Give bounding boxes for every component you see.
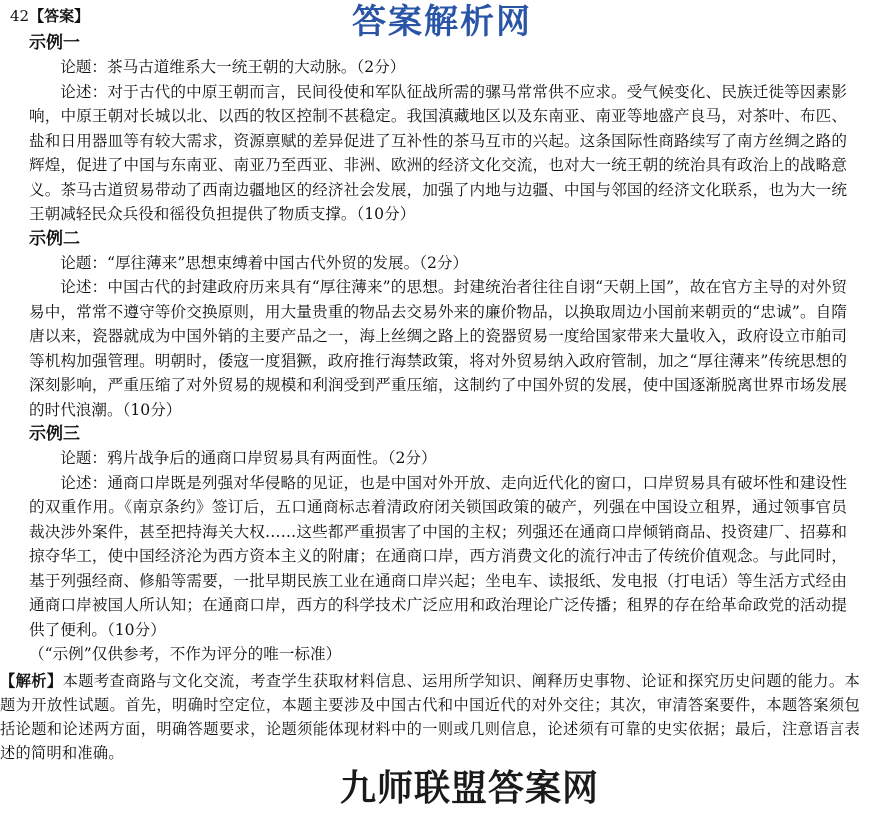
example-1-thesis: 论题：茶马古道维系大一统王朝的大动脉。（2分） — [60, 58, 406, 76]
reference-note: （“示例”仅供参考，不作为评分的唯一标准） — [29, 645, 342, 663]
question-number: 42 — [10, 7, 30, 25]
analysis-section — [0, 669, 860, 765]
answer-tag: 【答案】 — [29, 7, 90, 25]
example-2-argument: 论述：中国古代的封建政府历来具有“厚往薄来”的思想。封建统治者往往自诩“天朝上国”，故在官方主导的对外贸易中，常常不遵守等价交换原则，用大量贵重的物品去交易外来的廉价物品，以换取周边小国前来朝贡的“忠诚”。自隋唐以来，瓷器就成为中国外销的主要产品之一，海上丝绸之路上的瓷器贸易一度给国家带来大量收入，政府设立市舶司等机构加强管理。明朝时，倭寇一度猖獗，政府推行海禁政策，将对外贸易纳入政府管制，加之“厚往薄来”传统思想的深刻影响，严重压缩了对外贸易的规模和利润受到严重压缩，这制约了中国外贸的发展，使中国逐渐脱离世界市场发展的时代浪潮。（10分） — [29, 278, 847, 419]
example-3-thesis: 论题：鸦片战争后的通商口岸贸易具有两面性。（2分） — [60, 449, 437, 467]
example-1-argument: 论述：对于古代的中原王朝而言，民间役使和军队征战所需的骡马常常供不应求。受气候变化、民族迁徙等因素影响，中原王朝对长城以北、以西的牧区控制不甚稳定。我国滇藏地区以及东南亚、南亚等地盛产良马，对茶叶、布匹、盐和日用器皿等有较大需求，资源禀赋的差异促进了互补性的茶马互市的兴起。这条国际性商路续写了南方丝绸之路的辉煌，促进了中国与东南亚、南亚乃至西亚、非洲、欧洲的经济文化交流，也对大一统王朝的统治具有政治上的战略意义。茶马古道贸易带动了西南边疆地区的经济社会发展，加强了内地与边疆、中国与邻国的经济文化联系，也为大一统王朝减轻民众兵役和徭役负担提供了物质支撑。（10分） — [29, 82, 847, 223]
watermark-top: 答案解析网 — [352, 2, 532, 42]
answer-content — [0, 31, 860, 765]
example-1-title: 示例一 — [29, 33, 80, 53]
example-3-title: 示例三 — [29, 424, 80, 444]
example-2-thesis: 论题：“厚往薄来”思想束缚着中国古代外贸的发展。（2分） — [60, 253, 469, 272]
analysis-text: 本题考查商路与文化交流，考查学生获取材料信息、运用所学知识、阐释历史事物、论证和探究历史问题的能力。本题为开放性试题。首先，明确时空定位，本题主要涉及中国古代和中国近代的对外交往；其次，审清答案要件，本题答案须包括论题和论述两方面，明确答题要求，论题须能体现材料中的一则或几则信息，论述须有可靠的史实依据；最后，注意语言表述的简明和准确。 — [0, 671, 860, 762]
watermark-bottom: 九师联盟答案网 — [340, 768, 600, 809]
example-3-argument: 论述：通商口岸既是列强对华侵略的见证，也是中国对外开放、走向近代化的窗口，口岸贸易具有破坏性和建设性的双重作用。《南京条约》签订后，五口通商标志着清政府闭关锁国政策的破产，列强在中国设立租界，通过领事官员裁决涉外案件，甚至把持海关大权……这些都严重损害了中国的主权；列强还在通商口岸倾销商品、投资建厂、招募和掠夺华工，使中国经济沦为西方资本主义的附庸；在通商口岸，西方消费文化的流行冲击了传统价值观念。与此同时，基于列强经商、修船等需要，一批早期民族工业在通商口岸兴起；坐电车、读报纸、发电报（打电话）等生活方式经由通商口岸被国人所认知；在通商口岸，西方的科学技术广泛应用和政治理论广泛传播；租界的存在给革命政党的活动提供了便利。（10分） — [29, 473, 847, 639]
analysis-tag: 【解析】 — [0, 671, 63, 690]
question-header — [10, 6, 89, 26]
example-2-title: 示例二 — [29, 228, 80, 249]
